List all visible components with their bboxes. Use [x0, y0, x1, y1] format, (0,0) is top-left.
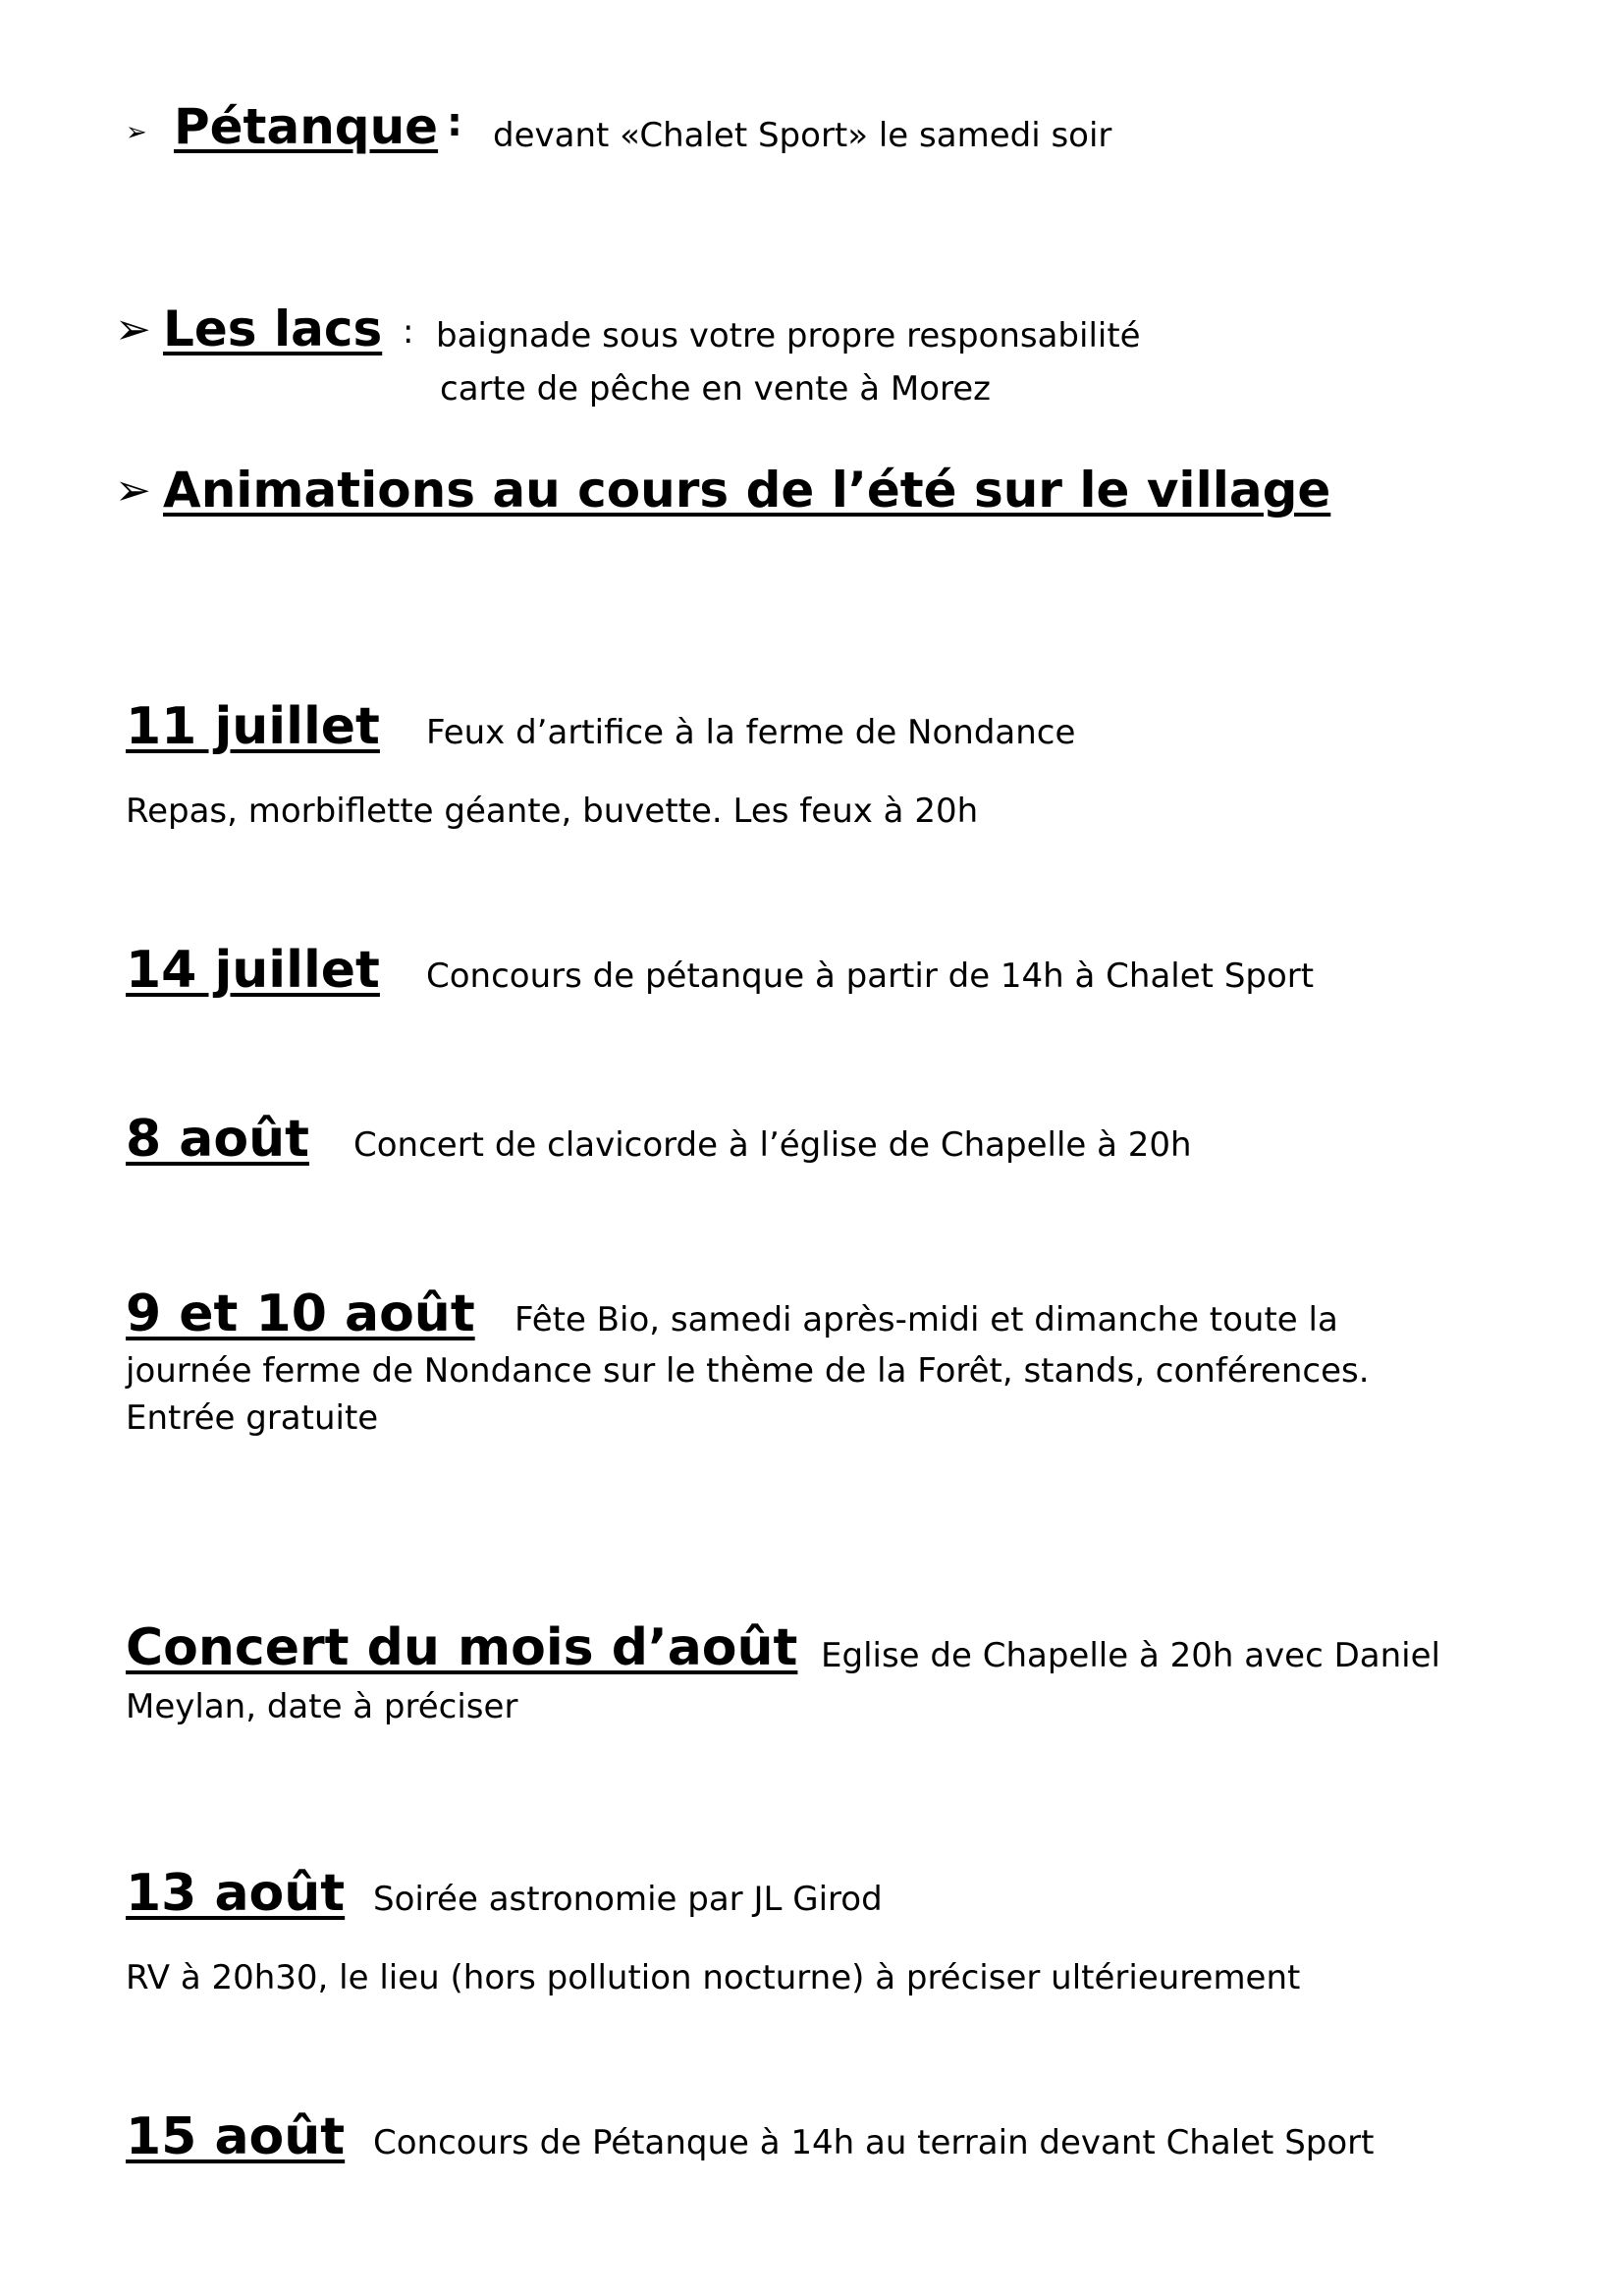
event-date: 14 juillet — [126, 941, 380, 1000]
petanque-colon: : — [447, 100, 462, 145]
bullet-icon: ➢ — [126, 118, 147, 147]
event-description: Soirée astronomie par JL Girod — [373, 1880, 883, 1919]
event-description: Concert de clavicorde à l’église de Chapelle à 20h — [353, 1125, 1192, 1165]
event-date: 9 et 10 août — [126, 1285, 475, 1343]
event-details: Repas, morbiflette géante, buvette. Les feux à 20h — [126, 792, 979, 831]
event-description: Concours de Pétanque à 14h au terrain devant Chalet Sport — [373, 2123, 1375, 2162]
event-description: Fête Bio, samedi après-midi et dimanche toute la — [514, 1300, 1338, 1339]
event-date: 15 août — [126, 2107, 346, 2166]
event-description-line-2: journée ferme de Nondance sur le thème de la Forêt, stands, conférences. — [126, 1351, 1370, 1391]
bullet-icon: ➢ — [115, 304, 151, 355]
event-description: Eglise de Chapelle à 20h avec Daniel — [821, 1636, 1440, 1675]
lacs-line-2: carte de pêche en vente à Morez — [440, 369, 992, 409]
event-description-line-2: Meylan, date à préciser — [126, 1687, 518, 1726]
lacs-line-1: baignade sous votre propre responsabilité — [436, 316, 1141, 355]
event-date: 11 juillet — [126, 697, 380, 756]
lacs-heading: Les lacs — [163, 301, 383, 357]
event-date: Concert du mois d’août — [126, 1618, 798, 1677]
event-description: Feux d’artifice à la ferme de Nondance — [426, 713, 1076, 752]
event-date: 8 août — [126, 1110, 309, 1169]
petanque-text: devant «Chalet Sport» le samedi soir — [493, 116, 1112, 155]
petanque-heading: Pétanque — [174, 98, 439, 155]
bullet-icon: ➢ — [115, 465, 151, 516]
event-date: 13 août — [126, 1864, 346, 1923]
event-details: RV à 20h30, le lieu (hors pollution nocturne) à préciser ultérieurement — [126, 1958, 1301, 1997]
event-description-line-3: Entrée gratuite — [126, 1398, 379, 1438]
lacs-colon: : — [403, 312, 414, 352]
animations-heading: Animations au cours de l’été sur le village — [163, 462, 1331, 519]
event-description: Concours de pétanque à partir de 14h à Chalet Sport — [426, 957, 1315, 996]
